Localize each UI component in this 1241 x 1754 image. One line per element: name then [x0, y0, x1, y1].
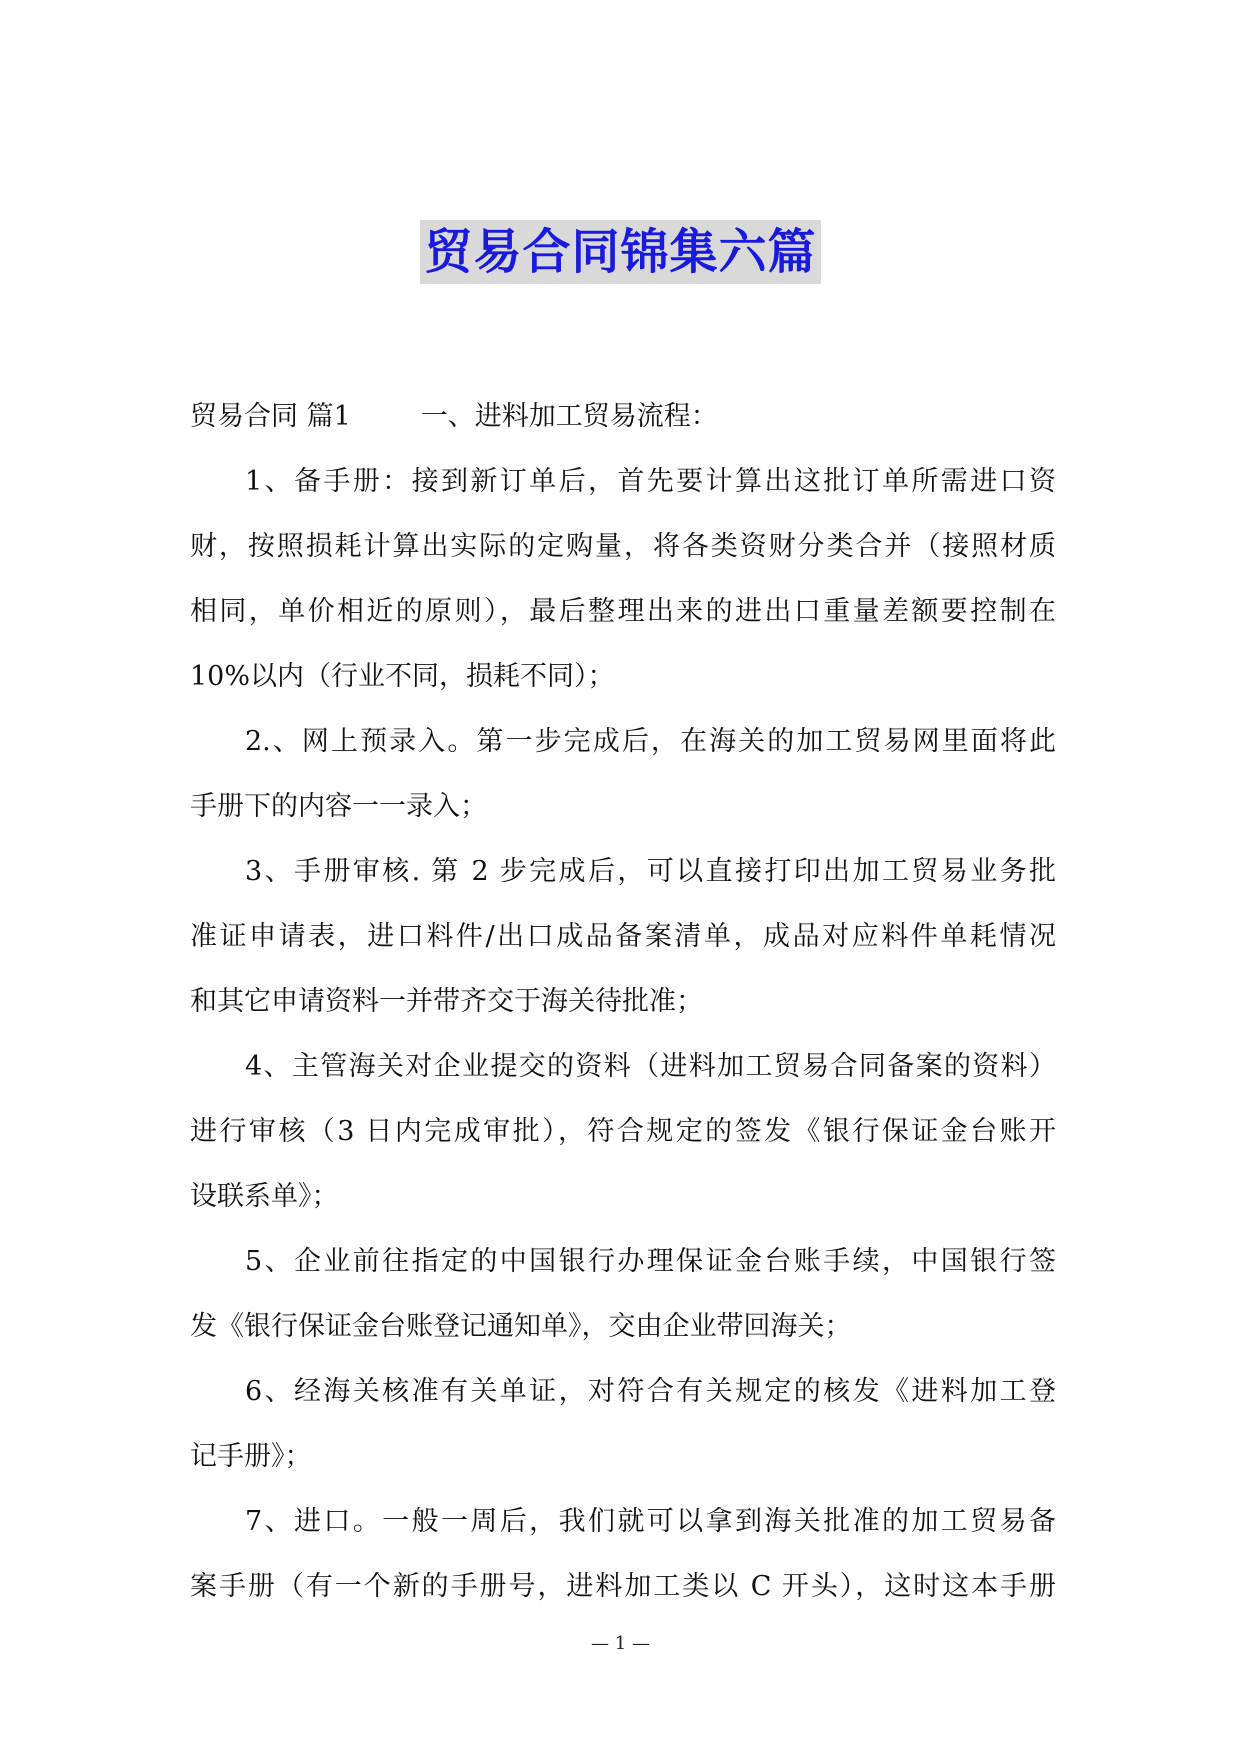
text-line: 案手册（有一个新的手册号，进料加工类以 C 开头），这时这本手册: [190, 1571, 1056, 1602]
text-line: 相同，单价相近的原则），最后整理出来的进出口重量差额要控制在: [190, 596, 1056, 627]
text-line: 准证申请表，进口料件/出口成品备案清单，成品对应料件单耗情况: [190, 921, 1056, 952]
title-container: [0, 220, 1241, 284]
section-heading: [190, 384, 1056, 449]
text-line: 7、进口。一般一周后，我们就可以拿到海关批准的加工贸易备: [245, 1506, 1056, 1537]
text-line: 3、手册审核. 第 2 步完成后，可以直接打印出加工贸易业务批: [245, 856, 1056, 887]
text-line: 和其它申请资料一并带齐交于海关待批准；: [190, 986, 703, 1017]
document-body: [190, 384, 1056, 1619]
section-label: 贸易合同 篇1: [190, 401, 351, 432]
page-number: — 1 —: [591, 1633, 650, 1654]
section-heading-text: 一、进料加工贸易流程：: [420, 401, 718, 432]
text-line: 5、企业前往指定的中国银行办理保证金台账手续，中国银行签: [245, 1246, 1056, 1277]
text-line: 进行审核（3 日内完成审批），符合规定的签发《银行保证金台账开: [190, 1116, 1056, 1147]
text-line: 设联系单》；: [190, 1181, 339, 1212]
text-line: 手册下的内容一一录入；: [190, 791, 487, 822]
text-line: 4、主管海关对企业提交的资料（进料加工贸易合同备案的资料）: [245, 1051, 1056, 1082]
document-title: 贸易合同锦集六篇: [420, 220, 820, 284]
text-line: 10%以内（行业不同，损耗不同）；: [190, 661, 615, 692]
text-line: 发《银行保证金台账登记通知单》，交由企业带回海关；: [190, 1311, 852, 1342]
text-line: 财，按照损耗计算出实际的定购量，将各类资财分类合并（接照材质: [190, 531, 1056, 562]
text-line: 2.、网上预录入。第一步完成后，在海关的加工贸易网里面将此: [245, 726, 1056, 757]
text-line: 1、备手册：接到新订单后，首先要计算出这批订单所需进口资: [245, 466, 1056, 497]
text-line: 记手册》；: [190, 1441, 312, 1472]
text-line: 6、经海关核准有关单证，对符合有关规定的核发《进料加工登: [245, 1376, 1056, 1407]
